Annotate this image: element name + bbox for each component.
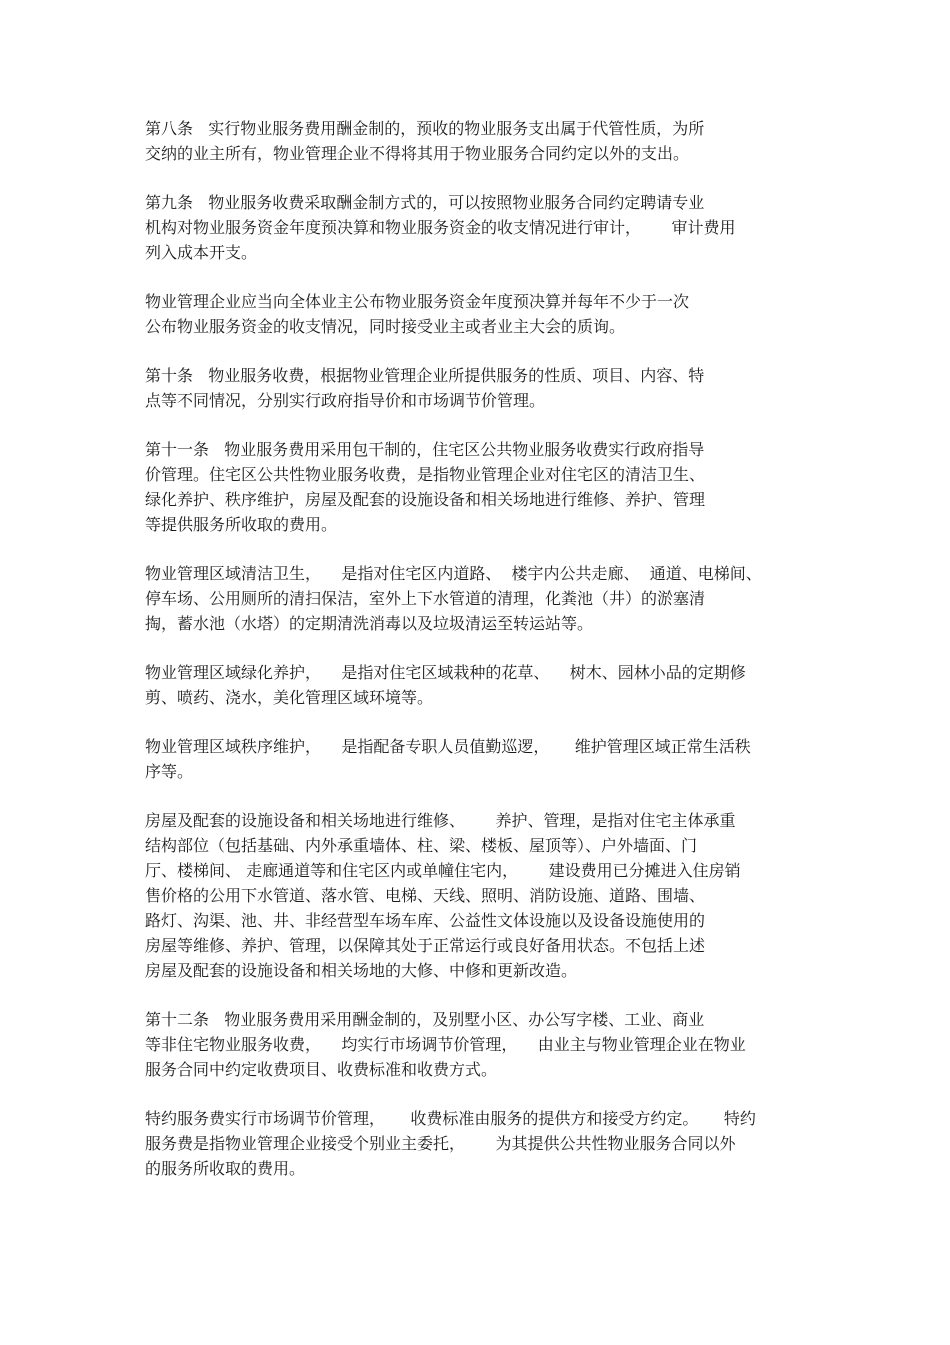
document-paragraph — [145, 437, 815, 537]
text-line: 房屋及配套的设施设备和相关场地的大修、中修和更新改造。 — [145, 961, 578, 980]
document-paragraph — [145, 363, 815, 413]
text-line: 公布物业服务资金的收支情况，同时接受业主或者业主大会的质询。 — [145, 317, 626, 336]
text-line: 第十二条 物业服务费用采用酬金制的，及别墅小区、办公写字楼、工业、商业 — [145, 1010, 705, 1029]
document-paragraph — [145, 116, 815, 166]
text-line: 列入成本开支。 — [145, 243, 258, 262]
text-line: 物业管理企业应当向全体业主公布物业服务资金年度预决算并每年不少于一次 — [145, 292, 690, 311]
text-line: 价管理。住宅区公共性物业服务收费，是指物业管理企业对住宅区的清洁卫生、 — [145, 465, 706, 484]
document-paragraph — [145, 289, 815, 339]
document-paragraph — [145, 190, 815, 265]
text-line: 售价格的公用下水管道、落水管、电梯、天线、照明、消防设施、道路、围墙、 — [145, 886, 706, 905]
text-line: 点等不同情况，分别实行政府指导价和市场调节价管理。 — [145, 391, 546, 410]
text-line: 第十条 物业服务收费，根据物业管理企业所提供服务的性质、项目、内容、特 — [145, 366, 705, 385]
text-line: 特约服务费实行市场调节价管理， 收费标准由服务的提供方和接受方约定。 特约 — [145, 1109, 756, 1128]
text-line: 的服务所收取的费用。 — [145, 1159, 306, 1178]
document-paragraph — [145, 734, 815, 784]
text-line: 序等。 — [145, 762, 194, 781]
text-line: 第八条 实行物业服务费用酬金制的，预收的物业服务支出属于代管性质，为所 — [145, 119, 705, 138]
document-paragraph — [145, 660, 815, 710]
document-paragraph — [145, 561, 815, 636]
text-line: 结构部位（包括基础、内外承重墙体、柱、梁、楼板、屋顶等）、户外墙面、门 — [145, 836, 698, 855]
text-line: 等非住宅物业服务收费， 均实行市场调节价管理， 由业主与物业管理企业在物业 — [145, 1035, 746, 1054]
text-line: 物业管理区域秩序维护， 是指配备专职人员值勤巡逻， 维护管理区域正常生活秩 — [145, 737, 751, 756]
text-line: 房屋等维修、养护、管理，以保障其处于正常运行或良好备用状态。不包括上述 — [145, 936, 706, 955]
text-line: 第九条 物业服务收费采取酬金制方式的，可以按照物业服务合同约定聘请专业 — [145, 193, 705, 212]
text-line: 绿化养护、秩序维护，房屋及配套的设施设备和相关场地进行维修、养护、管理 — [145, 490, 706, 509]
text-line: 房屋及配套的设施设备和相关场地进行维修、 养护、管理，是指对住宅主体承重 — [145, 811, 736, 830]
document-paragraph — [145, 808, 815, 983]
text-line: 等提供服务所收取的费用。 — [145, 515, 338, 534]
text-line: 机构对物业服务资金年度预决算和物业服务资金的收支情况进行审计， 审计费用 — [145, 218, 736, 237]
text-line: 路灯、沟渠、池、井、非经营型车场车库、公益性文体设施以及设备设施使用的 — [145, 911, 706, 930]
text-line: 剪、喷药、浇水，美化管理区域环境等。 — [145, 688, 434, 707]
text-line: 服务费是指物业管理企业接受个别业主委托， 为其提供公共性物业服务合同以外 — [145, 1134, 736, 1153]
document-paragraph — [145, 1106, 815, 1181]
text-line: 交纳的业主所有，物业管理企业不得将其用于物业服务合同约定以外的支出。 — [145, 144, 690, 163]
text-line: 物业管理区域清洁卫生， 是指对住宅区内道路、 楼宇内公共走廊、 通道、电梯间、 — [145, 564, 762, 583]
text-line: 厅、楼梯间、 走廊通道等和住宅区内或单幢住宅内， 建设费用已分摊进入住房销 — [145, 861, 741, 880]
text-line: 服务合同中约定收费项目、收费标准和收费方式。 — [145, 1060, 498, 1079]
document-paragraph — [145, 1007, 815, 1082]
document-body — [145, 116, 815, 1205]
text-line: 第十一条 物业服务费用采用包干制的，住宅区公共物业服务收费实行政府指导 — [145, 440, 705, 459]
text-line: 物业管理区域绿化养护， 是指对住宅区域栽种的花草、 树木、园林小品的定期修 — [145, 663, 746, 682]
text-line: 掏，蓄水池（水塔）的定期清洗消毒以及垃圾清运至转运站等。 — [145, 614, 594, 633]
text-line: 停车场、公用厕所的清扫保洁，室外上下水管道的清理，化粪池（井）的淤塞清 — [145, 589, 706, 608]
